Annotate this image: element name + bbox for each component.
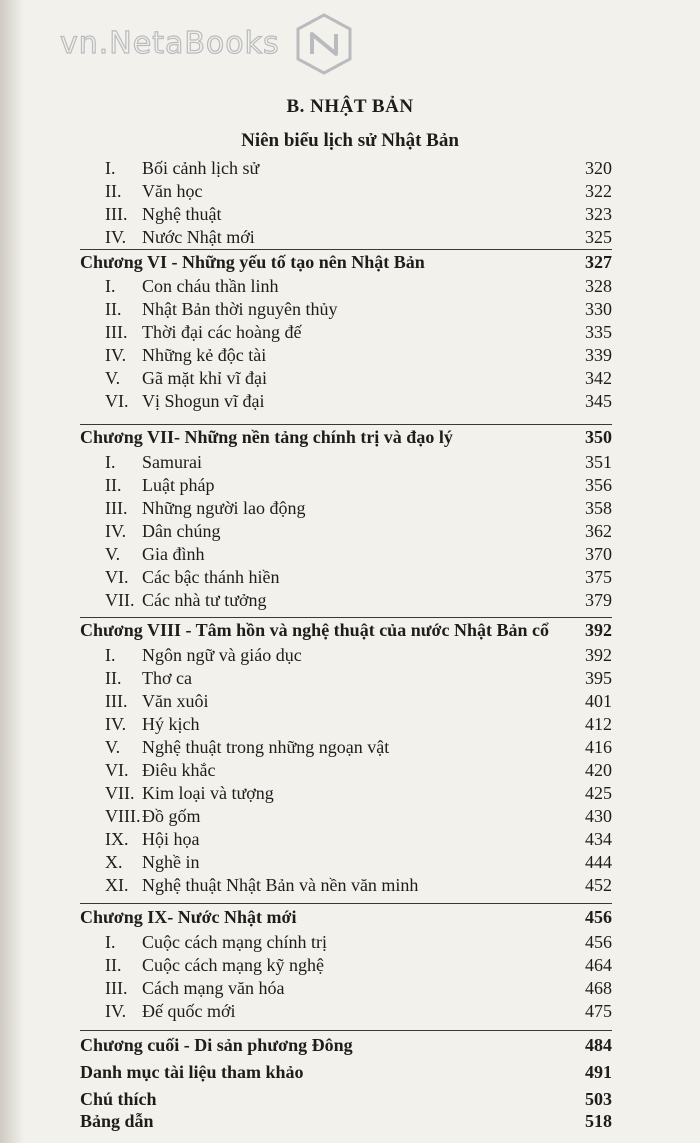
entry-number: II. [105,475,122,495]
watermark-logo [60,12,360,82]
entry-number: III. [105,498,128,518]
entry-number: X. [105,852,123,872]
entry-title: Văn học [142,181,203,201]
entry-title: Vị Shogun vĩ đại [142,391,265,411]
chapter-page: 456 [585,907,612,927]
entry-title: Các nhà tư tưởng [142,590,267,610]
entry-title: Nhật Bản thời nguyên thủy [142,299,338,319]
entry-title: Nghệ thuật [142,204,222,224]
entry-number: IV. [105,521,127,541]
entry-page: 401 [585,691,612,711]
entry-title: Hý kịch [142,714,200,734]
chapter-divider [80,249,612,250]
entry-title: Nước Nhật mới [142,227,255,247]
entry-page: 362 [585,521,612,541]
entry-page: 330 [585,299,612,319]
back-matter-page: 518 [585,1111,612,1131]
entry-number: I. [105,276,116,296]
entry-number: V. [105,368,121,388]
entry-title: Những kẻ độc tài [142,345,267,365]
entry-number: II. [105,299,122,319]
entry-number: IV. [105,345,127,365]
entry-page: 468 [585,978,612,998]
chapter-divider [80,617,612,618]
entry-title: Cuộc cách mạng chính trị [142,932,327,952]
toc-entry[interactable] [0,391,700,417]
entry-number: III. [105,691,128,711]
back-matter-title: Danh mục tài liệu tham khảo [80,1062,304,1082]
entry-title: Con cháu thần linh [142,276,279,296]
entry-page: 452 [585,875,612,895]
entry-page: 464 [585,955,612,975]
chapter-divider [80,424,612,425]
entry-page: 325 [585,227,612,247]
entry-title: Thời đại các hoàng đế [142,322,302,342]
entry-title: Kim loại và tượng [142,783,274,803]
entry-title: Đế quốc mới [142,1001,236,1021]
entry-page: 323 [585,204,612,224]
entry-page: 412 [585,714,612,734]
entry-title: Điêu khắc [142,760,216,780]
entry-page: 335 [585,322,612,342]
entry-number: II. [105,955,122,975]
entry-title: Nghệ thuật trong những ngoạn vật [142,737,390,757]
netabooks-badge-icon [292,12,356,76]
entry-page: 375 [585,567,612,587]
chapter-title: Chương IX- Nước Nhật mới [80,907,297,927]
back-matter-title: Chú thích [80,1089,157,1109]
toc-entry[interactable] [0,590,700,616]
entry-number: IV. [105,227,127,247]
entry-number: VII. [105,783,135,803]
chapter-divider [80,1030,612,1031]
entry-title: Văn xuôi [142,691,209,711]
entry-title: Ngôn ngữ và giáo dục [142,645,302,665]
chapter-heading[interactable] [0,427,700,455]
entry-page: 328 [585,276,612,296]
back-matter-page: 491 [585,1062,612,1082]
entry-number: VI. [105,567,129,587]
entry-page: 434 [585,829,612,849]
entry-number: XI. [105,875,129,895]
entry-title: Cách mạng văn hóa [142,978,285,998]
watermark-text: vn.NetaBooks [60,26,280,61]
chapter-heading[interactable] [0,1035,700,1063]
entry-page: 345 [585,391,612,411]
entry-number: I. [105,158,116,178]
entry-title: Luật pháp [142,475,215,495]
back-matter-title: Bảng dẫn [80,1111,154,1131]
chapter-divider [80,903,612,904]
entry-page: 420 [585,760,612,780]
chapter-page: 350 [585,427,612,447]
section-subheading: Niên biểu lịch sử Nhật Bản [241,130,459,151]
entry-title: Dân chúng [142,521,221,541]
entry-number: II. [105,668,122,688]
entry-title: Thơ ca [142,668,192,688]
entry-page: 351 [585,452,612,472]
entry-page: 339 [585,345,612,365]
entry-number: I. [105,452,116,472]
chapter-page: 392 [585,620,612,640]
entry-number: IV. [105,1001,127,1021]
entry-title: Những người lao động [142,498,306,518]
entry-number: IX. [105,829,129,849]
entry-title: Các bậc thánh hiền [142,567,280,587]
entry-title: Nghệ thuật Nhật Bản và nền văn minh [142,875,419,895]
entry-number: I. [105,645,116,665]
section-heading: B. NHẬT BẢN [286,96,414,117]
entry-title: Đồ gốm [142,806,201,826]
chapter-page: 327 [585,252,612,272]
entry-number: II. [105,181,122,201]
entry-title: Samurai [142,452,202,472]
entry-page: 430 [585,806,612,826]
entry-title: Gã mặt khỉ vĩ đại [142,368,267,388]
entry-number: IV. [105,714,127,734]
entry-title: Bối cảnh lịch sử [142,158,260,178]
toc-entry[interactable] [0,1001,700,1027]
entry-page: 456 [585,932,612,952]
chapter-page: 484 [585,1035,612,1055]
chapter-title: Chương VII- Những nền tảng chính trị và đạo lý [80,427,453,447]
toc-entry[interactable] [0,875,700,901]
entry-page: 342 [585,368,612,388]
entry-page: 370 [585,544,612,564]
chapter-heading[interactable] [0,620,700,648]
entry-number: V. [105,737,121,757]
entry-title: Hội họa [142,829,200,849]
entry-number: III. [105,978,128,998]
entry-page: 392 [585,645,612,665]
entry-title: Cuộc cách mạng kỹ nghệ [142,955,324,975]
entry-page: 475 [585,1001,612,1021]
entry-title: Nghề in [142,852,200,872]
back-matter-page: 503 [585,1089,612,1109]
entry-number: VI. [105,391,129,411]
entry-number: V. [105,544,121,564]
chapter-title: Chương VIII - Tâm hồn và nghệ thuật của nước Nhật Bản cổ [80,620,549,640]
entry-page: 416 [585,737,612,757]
entry-page: 356 [585,475,612,495]
back-matter-entry[interactable] [0,1111,700,1139]
entry-page: 358 [585,498,612,518]
entry-title: Gia đình [142,544,205,564]
entry-number: I. [105,932,116,952]
entry-page: 395 [585,668,612,688]
entry-number: VII. [105,590,135,610]
entry-page: 320 [585,158,612,178]
chapter-title: Chương cuối - Di sản phương Đông [80,1035,353,1055]
entry-number: VI. [105,760,129,780]
entry-page: 322 [585,181,612,201]
entry-page: 379 [585,590,612,610]
back-matter-entry[interactable] [0,1062,700,1090]
entry-page: 425 [585,783,612,803]
entry-number: III. [105,204,128,224]
entry-page: 444 [585,852,612,872]
entry-number: III. [105,322,128,342]
chapter-heading[interactable] [0,907,700,935]
entry-number: VIII. [105,806,141,826]
chapter-title: Chương VI - Những yếu tố tạo nên Nhật Bản [80,252,425,272]
